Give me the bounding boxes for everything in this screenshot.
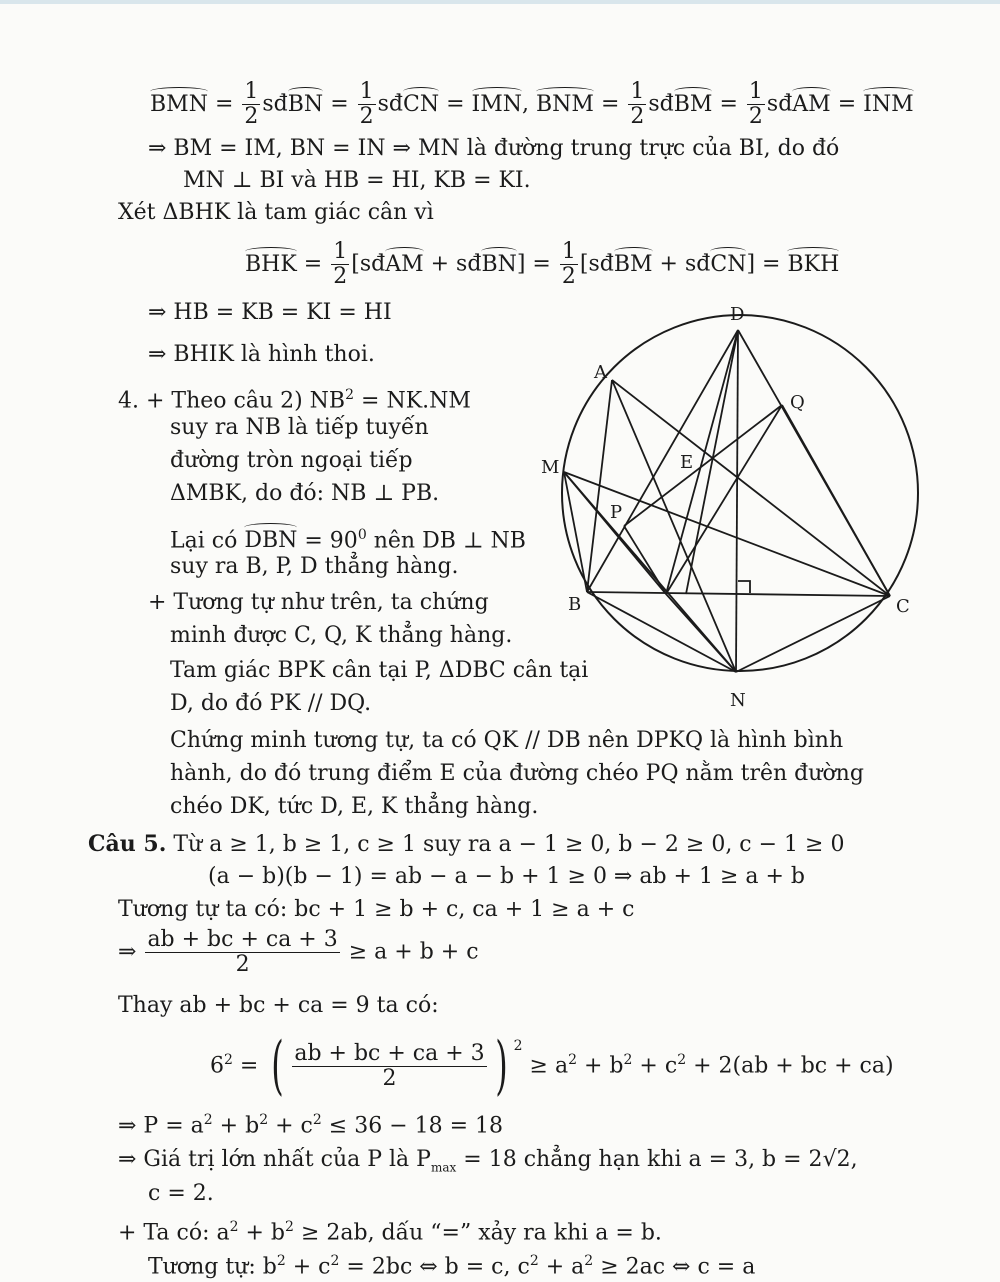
text-line: Xét ΔBHK là tam giác cân vì <box>118 200 434 225</box>
text-part: + c <box>632 1053 678 1079</box>
text-part: 6 <box>210 1053 224 1079</box>
text-line: D, do đó PK // DQ. <box>170 691 372 716</box>
segment-ac <box>612 380 890 596</box>
segment-pk <box>624 526 666 594</box>
segment-qc <box>782 405 890 596</box>
label-m: M <box>541 457 560 478</box>
text-part: nên DB ⊥ NB <box>366 528 526 554</box>
text-line: + Tương tự như trên, ta chứng <box>148 590 489 615</box>
right-angle-mark <box>738 581 750 593</box>
label-n: N <box>730 690 746 710</box>
text-line: Chứng minh tương tự, ta có QK // DB nên DPKQ là hình bình <box>170 728 844 753</box>
arc-cn: CN <box>403 90 439 120</box>
page-top-border <box>0 0 1000 4</box>
text-part: + b <box>238 1220 286 1246</box>
fraction-den: 2 <box>382 1065 397 1091</box>
text-line: (a − b)(b − 1) = ab − a − b + 1 ≥ 0 ⇒ ab + 1 ≥ a + b <box>208 864 806 889</box>
label-q: Q <box>790 392 805 413</box>
text-part: Từ a ≥ 1, b ≥ 1, c ≥ 1 suy ra a − 1 ≥ 0, b − 2 ≥ 0, c − 1 ≥ 0 <box>166 832 845 857</box>
fraction-num: 1 <box>748 79 763 104</box>
text-part: = 90 <box>297 528 358 554</box>
fraction-den: 2 <box>748 104 763 130</box>
segment-bn <box>587 592 736 672</box>
arc-bm: BM <box>674 90 713 120</box>
segment-cn <box>736 596 890 672</box>
superscript: 2 <box>623 1052 633 1068</box>
fraction-inequality <box>118 928 479 977</box>
segment-mk <box>564 472 666 594</box>
fraction-num: 1 <box>630 79 645 104</box>
fraction-half <box>747 80 765 129</box>
fraction-half <box>242 80 260 129</box>
segment-dk <box>666 330 738 594</box>
fraction-num: 1 <box>359 79 374 104</box>
arc-bnm: BNM <box>536 90 594 120</box>
label-d: D <box>730 304 745 325</box>
text-line <box>118 1145 858 1182</box>
text-line <box>148 1246 755 1282</box>
text-part: ≥ a + b + c <box>348 939 479 965</box>
right-paren: ) <box>494 1029 508 1104</box>
text-part: Tương tự: b <box>148 1254 277 1280</box>
equals: = <box>330 91 349 117</box>
sd: sđ <box>766 91 793 117</box>
superscript: 2 <box>229 1219 239 1235</box>
superscript: 2 <box>677 1052 687 1068</box>
superscript: 2 <box>529 1253 539 1269</box>
fraction-num: 1 <box>561 239 576 264</box>
superscript: 2 <box>203 1112 213 1128</box>
equals: = <box>446 91 465 117</box>
fraction-num: ab + bc + ca + 3 <box>147 927 338 952</box>
text-part: ≤ 36 − 18 = 18 <box>321 1113 504 1139</box>
superscript: 2 <box>513 1038 523 1054</box>
label-c: C <box>896 596 910 617</box>
implies-arrow: ⇒ <box>118 939 137 965</box>
text-part: + b <box>212 1113 260 1139</box>
fraction-num: 1 <box>333 239 348 264</box>
text-line: ΔMBK, do đó: NB ⊥ PB. <box>170 481 440 506</box>
equals: = <box>719 91 738 117</box>
text-line: minh được C, Q, K thẳng hàng. <box>170 623 513 648</box>
label-e: E <box>680 452 694 473</box>
fraction-den: 2 <box>630 104 645 130</box>
fraction-half <box>331 240 349 289</box>
arc-am: AM <box>385 250 423 280</box>
geometry-figure <box>530 300 940 710</box>
text-part: + c <box>268 1113 313 1139</box>
fraction-den: 2 <box>244 104 259 130</box>
sqrt-two: √2 <box>822 1147 851 1172</box>
label-p: P <box>610 502 623 523</box>
fraction-num: 1 <box>244 79 259 104</box>
text-part: ⇒ Giá trị lớn nhất của P là P <box>118 1147 431 1172</box>
text-line: MN ⊥ BI và HB = HI, KB = KI. <box>183 168 531 193</box>
superscript: 0 <box>357 527 367 543</box>
question-label: Câu 5. <box>88 831 167 857</box>
text-part: = 18 chẳng hạn khi a = 3, b = 2 <box>456 1147 823 1172</box>
label-b: B <box>568 594 582 615</box>
segment-d-bc <box>686 330 738 594</box>
text-part: ≥ 2ab, dấu “=” xảy ra khi a = b. <box>293 1220 662 1246</box>
fraction-den: 2 <box>235 952 250 978</box>
equals: = <box>600 91 620 117</box>
segment-mb <box>564 472 587 592</box>
superscript: 2 <box>276 1253 286 1269</box>
arc-cn: CN <box>710 250 746 280</box>
arc-imn: IMN <box>472 90 522 120</box>
bracket-open: [sđ <box>579 251 614 277</box>
text-part: ⇒ P = a <box>118 1113 204 1139</box>
segment-an <box>612 380 736 672</box>
equals: = <box>232 1053 259 1079</box>
text-line <box>118 380 471 416</box>
text-part: + a <box>538 1254 585 1280</box>
bracket-close: ] = <box>746 251 781 277</box>
fraction-half <box>560 240 578 289</box>
text-line: Tương tự ta có: bc + 1 ≥ b + c, ca + 1 ≥ a + c <box>118 897 635 922</box>
text-part: 4. + Theo câu 2) NB <box>118 388 346 414</box>
text-part: = NK.NM <box>354 388 471 414</box>
left-paren: ( <box>271 1029 285 1104</box>
equals: = <box>214 91 234 117</box>
sd: sđ <box>262 91 288 117</box>
equals: = <box>303 251 323 277</box>
arc-am: AM <box>792 90 830 120</box>
text-line: suy ra NB là tiếp tuyến <box>170 415 429 440</box>
fraction-num: ab + bc + ca + 3 <box>294 1040 485 1066</box>
superscript: 2 <box>259 1112 269 1128</box>
fraction-den: 2 <box>359 104 374 130</box>
text-line <box>118 1212 662 1248</box>
fraction <box>145 928 339 977</box>
text-line: ⇒ BHIK là hình thoi. <box>148 342 375 367</box>
arc-bn: BN <box>481 250 516 280</box>
subscript: max <box>430 1160 457 1175</box>
arc-equalities-line <box>150 80 914 129</box>
text-line: c = 2. <box>148 1181 214 1206</box>
segment-bc <box>587 592 890 596</box>
arc-bn: BN <box>288 90 323 120</box>
plus-sd: + sđ <box>430 251 482 277</box>
arc-bmn: BMN <box>150 90 208 120</box>
bracket-close: ] = <box>516 251 551 277</box>
fraction-den: 2 <box>561 264 576 290</box>
comma: , <box>522 91 529 117</box>
text-part: Lại có <box>170 528 245 554</box>
circumcircle <box>562 315 918 671</box>
superscript: 2 <box>330 1253 340 1269</box>
text-line: đường tròn ngoại tiếp <box>170 448 413 473</box>
text-line <box>118 1105 503 1141</box>
sd: sđ <box>377 91 403 117</box>
superscript: 2 <box>584 1253 594 1269</box>
text-line: hành, do đó trung điểm E của đường chéo PQ nằm trên đường <box>170 761 864 786</box>
segment-mc <box>564 472 890 596</box>
superscript: 2 <box>345 387 355 403</box>
label-a: A <box>594 362 607 383</box>
text-part: ≥ a <box>529 1053 569 1079</box>
text-part: + Ta có: a <box>118 1220 230 1246</box>
superscript: 2 <box>224 1052 233 1068</box>
circle-diagram <box>530 300 940 710</box>
text-line: Tam giác BPK cân tại P, ΔDBC cân tại <box>170 658 589 683</box>
text-line <box>88 829 844 860</box>
squared-fraction-inequality <box>210 1029 894 1104</box>
text-line: Thay ab + bc + ca = 9 ta có: <box>118 993 439 1018</box>
bracket-open: [sđ <box>351 251 386 277</box>
plus-sd: + sđ <box>659 251 711 277</box>
text-line: ⇒ BM = IM, BN = IN ⇒ MN là đường trung trực của BI, do đó <box>148 136 840 161</box>
fraction <box>292 1042 486 1091</box>
segments <box>564 330 890 672</box>
fraction-den: 2 <box>333 264 348 290</box>
fraction-half <box>358 80 376 129</box>
arc-inm: INM <box>863 90 913 120</box>
arc-bkh: BKH <box>787 250 839 280</box>
superscript: 2 <box>285 1219 294 1235</box>
text-part: , <box>850 1147 858 1172</box>
fraction-half <box>628 80 646 129</box>
text-line: suy ra B, P, D thẳng hàng. <box>170 554 459 579</box>
bhk-equation <box>245 240 839 289</box>
text-part: + 2(ab + bc + ca) <box>686 1053 894 1079</box>
superscript: 2 <box>568 1052 577 1068</box>
equals: = <box>837 91 857 117</box>
text-part: + c <box>285 1254 331 1280</box>
text-line <box>170 520 526 556</box>
segment-dn <box>736 330 738 672</box>
arc-dbn: DBN <box>244 526 297 556</box>
text-line: chéo DK, tức D, E, K thẳng hàng. <box>170 794 539 819</box>
text-part: = 2bc ⇔ b = c, c <box>339 1254 530 1280</box>
text-part: ≥ 2ac ⇔ c = a <box>593 1254 756 1280</box>
arc-bhk: BHK <box>245 250 297 280</box>
arc-bm: BM <box>614 250 653 280</box>
superscript: 2 <box>312 1112 322 1128</box>
sd: sđ <box>648 91 674 117</box>
text-line: ⇒ HB = KB = KI = HI <box>148 300 392 325</box>
text-part: + b <box>577 1053 624 1079</box>
